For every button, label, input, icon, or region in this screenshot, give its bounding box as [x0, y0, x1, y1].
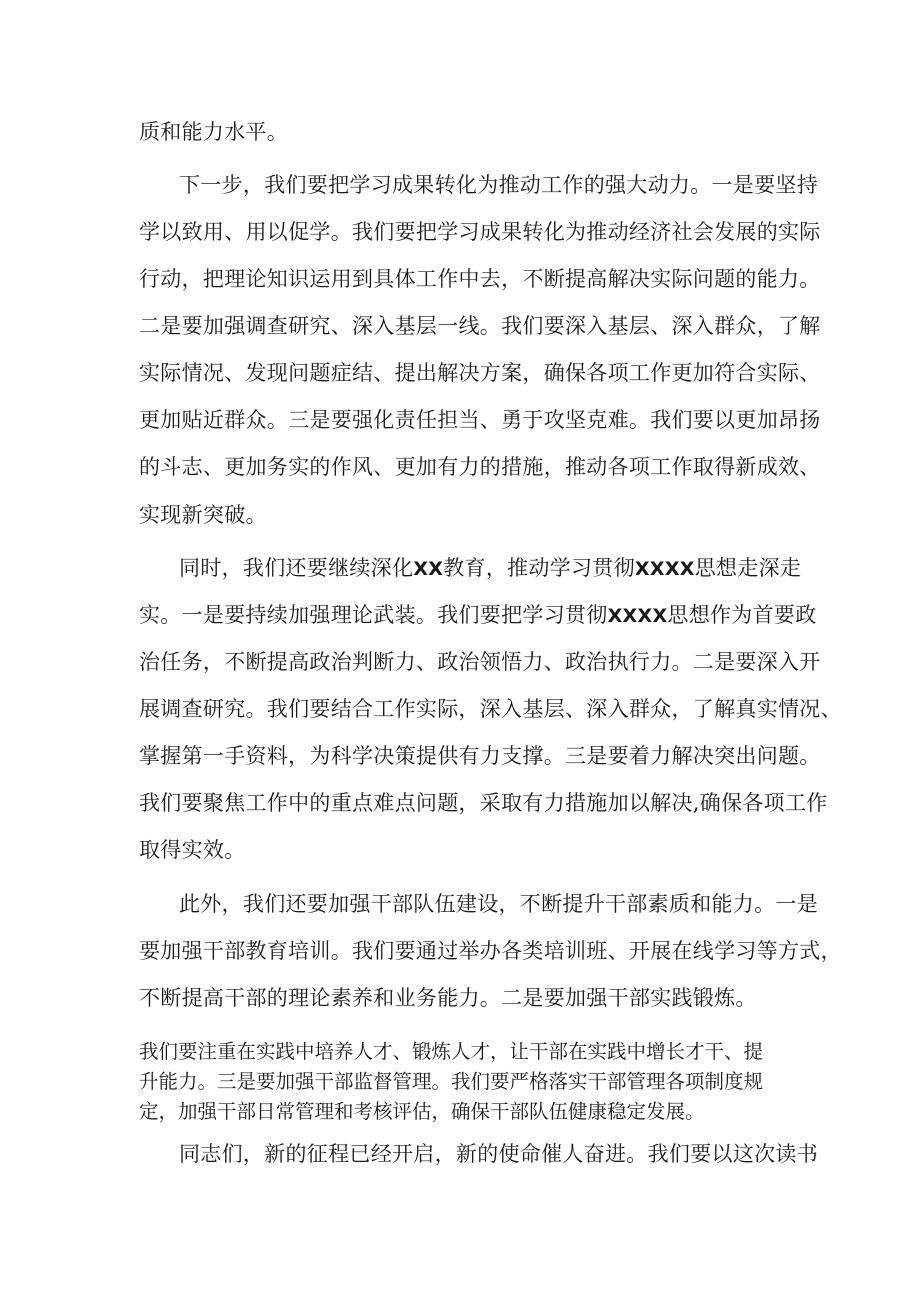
- text-line: 行动，把理论知识运用到具体工作中去，不断提高解决实际问题的能力。: [139, 267, 821, 291]
- text-line: 取得实效。: [139, 838, 246, 862]
- text-line: 此外，我们还要加强干部队伍建设，不断提升干部素质和能力。一是: [179, 892, 818, 916]
- text-segment: 教育，推动学习贯彻: [443, 556, 635, 580]
- text-line: [139, 602, 817, 628]
- text-line: 我们要注重在实践中培养人才、锻炼人才，让干部在实践中增长才干、提: [139, 1040, 764, 1063]
- text-segment: 同时，我们还要继续深化: [179, 556, 414, 580]
- text-segment: 实。一是要持续加强理论武装。我们要把学习贯彻: [139, 603, 608, 627]
- text-line: 实现新突破。: [139, 503, 267, 527]
- placeholder-keyword: XX: [413, 558, 444, 580]
- text-line: 更加贴近群众。三是要强化责任担当、勇于攻坚克难。我们要以更加昂扬: [139, 408, 821, 432]
- placeholder-keyword: XXXX: [607, 605, 668, 627]
- text-line: 同志们，新的征程已经开启，新的使命催人奋进。我们要以这次读书: [179, 1142, 818, 1166]
- text-line: 下一步，我们要把学习成果转化为推动工作的强大动力。一是要坚持: [179, 173, 818, 197]
- text-line: 质和能力水平。: [139, 120, 289, 144]
- text-line: 实际情况、发现问题症结、提出解决方案，确保各项工作更加符合实际、: [139, 361, 821, 385]
- text-line: 展调查研究。我们要结合工作实际，深入基层、深入群众，了解真实情况、: [139, 697, 842, 721]
- text-line: 不断提高干部的理论素养和业务能力。二是要加强干部实践锻炼。: [139, 986, 757, 1010]
- text-segment: 思想作为首要政: [667, 603, 817, 627]
- text-line: 定，加强干部日常管理和考核评估，确保干部队伍健康稳定发展。: [139, 1100, 705, 1123]
- placeholder-keyword: XXXX: [634, 558, 695, 580]
- text-line: 学以致用、用以促学。我们要把学习成果转化为推动经济社会发展的实际: [139, 220, 821, 244]
- text-line: 的斗志、更加务实的作风、更加有力的措施，推动各项工作取得新成效、: [139, 455, 821, 479]
- text-segment: 思想走深走: [694, 556, 802, 580]
- text-line: 要加强干部教育培训。我们要通过举办各类培训班、开展在线学习等方式，: [139, 939, 842, 963]
- text-line: 升能力。三是要加强干部监督管理。我们要严格落实干部管理各项制度规: [139, 1070, 764, 1093]
- text-line: [179, 555, 802, 581]
- text-line: 我们要聚焦工作中的重点难点问题，采取有力措施加以解决,确保各项工作: [139, 791, 828, 815]
- text-line: 掌握第一手资料，为科学决策提供有力支撑。三是要着力解决突出问题。: [139, 744, 821, 768]
- text-line: 治任务，不断提高政治判断力、政治领悟力、政治执行力。二是要深入开: [139, 650, 821, 674]
- text-line: 二是要加强调查研究、深入基层一线。我们要深入基层、深入群众，了解: [139, 314, 821, 338]
